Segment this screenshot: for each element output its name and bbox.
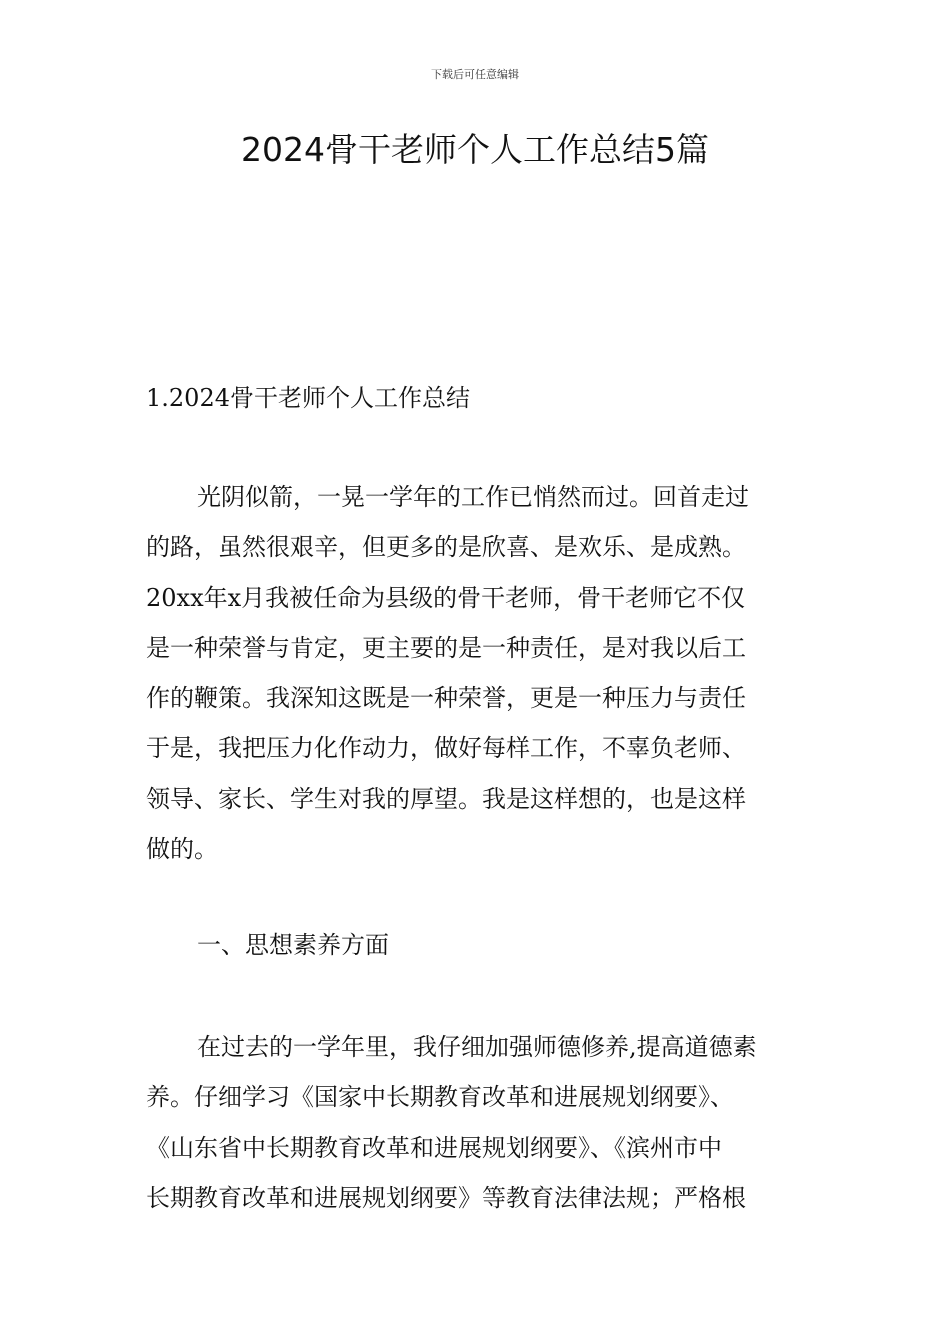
paragraph-line: 20xx年x月我被任命为县级的骨干老师，骨干老师它不仅 [146, 583, 746, 612]
header-note: 下载后可任意编辑 [431, 68, 519, 81]
paragraph-line: 于是，我把压力化作动力，做好每样工作，不辜负老师、 [146, 734, 746, 763]
paragraph-line: 领导、家长、学生对我的厚望。我是这样想的，也是这样 [146, 784, 746, 813]
document-title: 2024骨干老师个人工作总结5篇 [241, 130, 709, 169]
paragraph-line: 是一种荣誉与肯定，更主要的是一种责任，是对我以后工 [146, 633, 746, 662]
sub-heading: 一、思想素养方面 [197, 931, 389, 959]
paragraph-line: 做的。 [146, 835, 218, 864]
paragraph-ideology [146, 1022, 826, 1223]
paragraph-line: 作的鞭策。我深知这既是一种荣誉，更是一种压力与责任 [146, 684, 746, 713]
paragraph-line: 在过去的一学年里，我仔细加强师德修养,提高道德素 [197, 1033, 757, 1061]
paragraph-intro [146, 472, 826, 874]
section-heading: 1.2024骨干老师个人工作总结 [146, 384, 470, 412]
paragraph-line: 长期教育改革和进展规划纲要》等教育法律法规；严格根 [146, 1183, 746, 1212]
paragraph-line: 养。仔细学习《国家中长期教育改革和进展规划纲要》、 [146, 1083, 734, 1112]
paragraph-line: 光阴似箭，一晃一学年的工作已悄然而过。回首走过 [197, 483, 749, 511]
paragraph-line: 《山东省中长期教育改革和进展规划纲要》、《滨州市中 [146, 1133, 722, 1162]
paragraph-line: 的路，虽然很艰辛，但更多的是欣喜、是欢乐、是成熟。 [146, 533, 746, 562]
